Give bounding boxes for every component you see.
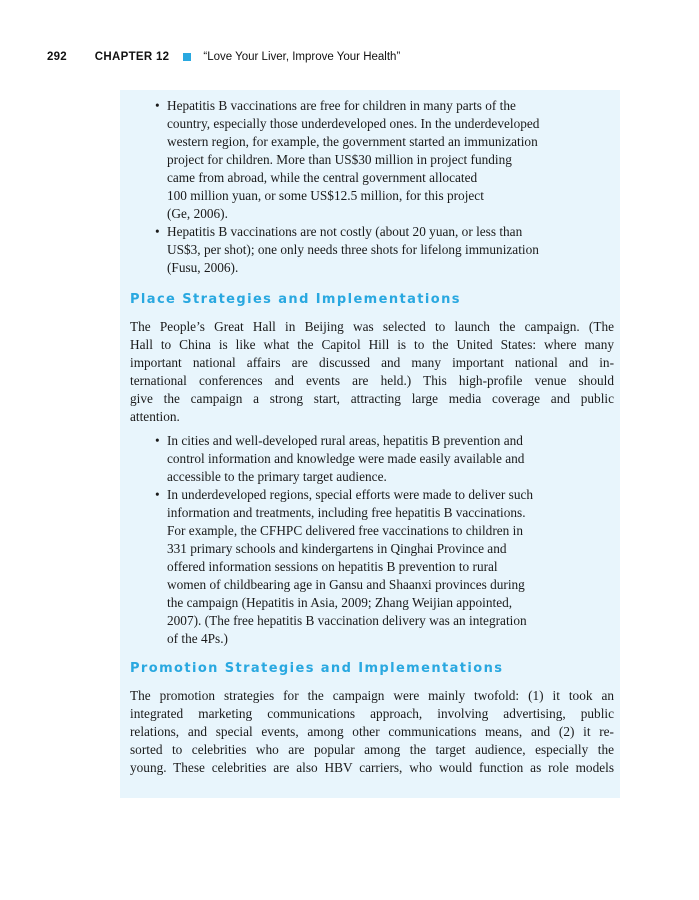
- text-line: the campaign (Hepatitis in Asia, 2009; Zhang Weijian appointed,: [167, 595, 513, 610]
- text-line: ternational conferences and events are held.) This high-profile venue should: [130, 373, 614, 388]
- text-line: • Hepatitis B vaccinations are free for children in many parts of the: [167, 98, 516, 113]
- text-line: relations, and special events, among other communications means, and (2) it re-: [130, 724, 614, 739]
- text-line: western region, for example, the government started an immunization: [167, 134, 538, 149]
- text-line: sorted to celebrities who are popular among the target audience, especially the: [130, 742, 614, 757]
- bullet-list-cost: [130, 97, 614, 277]
- text-line: control information and knowledge were made easily available and: [167, 451, 525, 466]
- text-line: • In underdeveloped regions, special efforts were made to deliver such: [167, 487, 534, 502]
- text-line: of the 4Ps.): [167, 631, 228, 646]
- page-number: 292: [47, 51, 67, 63]
- text-line: information and treatments, including free hepatitis B vaccinations.: [167, 505, 526, 520]
- text-line: 2007). (The free hepatitis B vaccination delivery was an integration: [167, 613, 527, 628]
- text-line: 331 primary schools and kindergartens in Qinghai Province and: [167, 541, 507, 556]
- text-line: offered information sessions on hepatitis B prevention to rural: [167, 559, 498, 574]
- text-line: Hall to China is like what the Capitol Hill is to the United States: where many: [130, 337, 614, 352]
- text-line: • Hepatitis B vaccinations are not costly (about 20 yuan, or less than: [167, 224, 523, 239]
- text-line: The promotion strategies for the campaign were mainly twofold: (1) it took an: [130, 688, 614, 703]
- place-paragraph: [130, 318, 614, 426]
- list-item: [130, 486, 614, 648]
- text-line: (Fusu, 2006).: [167, 260, 239, 275]
- square-icon: [183, 53, 191, 61]
- promotion-paragraph: [130, 687, 614, 777]
- text-line: US$3, per shot); one only needs three shots for lifelong immunization: [167, 242, 539, 257]
- text-line: • In cities and well-developed rural areas, hepatitis B prevention and: [167, 433, 523, 448]
- chapter-label: CHAPTER 12: [94, 51, 170, 63]
- running-title: “Love Your Liver, Improve Your Health”: [203, 51, 401, 63]
- list-item: [130, 223, 614, 277]
- text-line: accessible to the primary target audience.: [167, 469, 387, 484]
- text-line: project for children. More than US$30 million in project funding: [167, 152, 512, 167]
- text-line: 100 million yuan, or some US$12.5 million, for this project: [167, 188, 484, 203]
- text-line: women of childbearing age in Gansu and Shaanxi provinces during: [167, 577, 525, 592]
- list-item: [130, 97, 614, 223]
- text-line: The People’s Great Hall in Beijing was selected to launch the campaign. (The: [130, 319, 614, 334]
- text-line: came from abroad, while the central government allocated: [167, 170, 478, 185]
- running-header: [47, 50, 400, 64]
- place-heading: Place Strategies and Implementations: [130, 292, 461, 307]
- text-line: important national affairs are discussed and many important national and in-: [130, 355, 614, 370]
- box-content: [130, 97, 614, 777]
- text-line: attention.: [130, 409, 180, 424]
- promotion-heading: Promotion Strategies and Implementations: [130, 661, 504, 676]
- text-line: For example, the CFHPC delivered free vaccinations to children in: [167, 523, 523, 538]
- text-line: (Ge, 2006).: [167, 206, 228, 221]
- text-line: give the campaign a strong start, attracting large media coverage and public: [130, 391, 614, 406]
- text-line: integrated marketing communications approach, involving advertising, public: [130, 706, 614, 721]
- text-line: young. These celebrities are also HBV carriers, who would function as role models: [130, 760, 614, 775]
- text-line: country, especially those underdeveloped ones. In the underdeveloped: [167, 116, 540, 131]
- list-item: [130, 432, 614, 486]
- bullet-list-place: [130, 432, 614, 648]
